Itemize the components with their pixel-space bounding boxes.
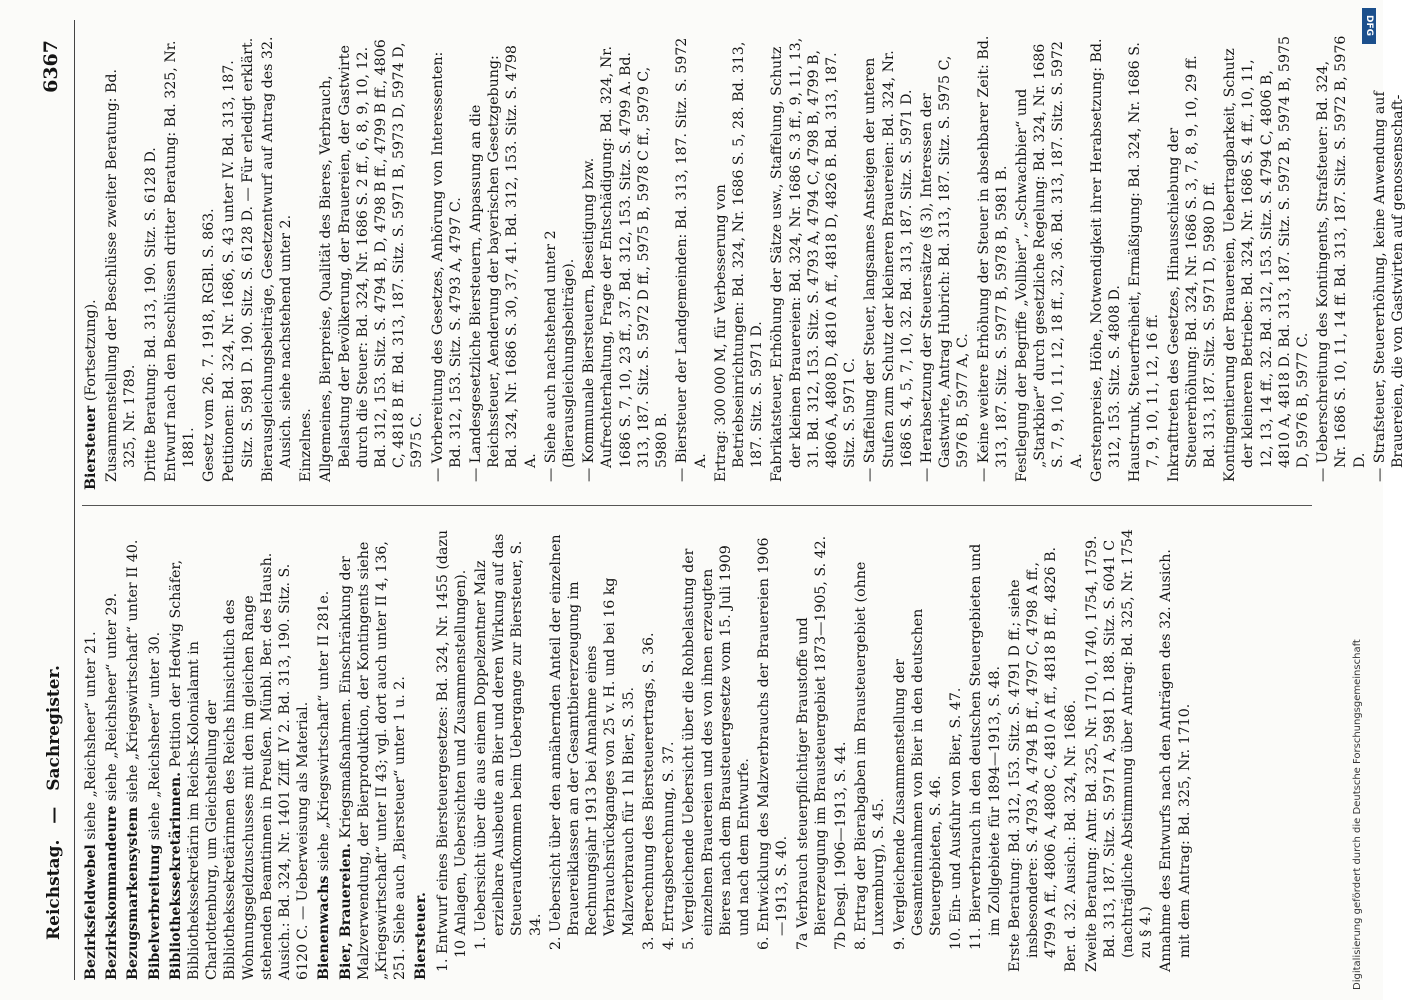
index-subentry-nested: 10. Ein- und Ausfuhr von Bier, S. 47. <box>948 687 965 950</box>
index-subentry: Zweite Beratung: Antr. Bd. 325, Nr. 1710, 1740, 1754, 1759. Bd. 313, 187. Sitz. S. 5971 A, 5981 D. 188. Sitz. S. 6041 C (nachträgliche Abstimmung über Antrag: Bd. 325, Nr. 1754 zu § 4.) <box>1083 529 1155 972</box>
index-subentry-nested: 1. Uebersicht über die aus einem Doppelzentner Malz erzielbare Ausbeute an Bier und deren Wirkung auf das Steueraufkommen beim Uebergange zur Biersteuer, S. 34. <box>473 533 544 950</box>
index-subentry: — Herabsetzung der Steuersätze (§ 3), Interessen der Gastwirte, Antrag Hubrich: Bd. 313, 187. Sitz. S. 5975 C, 5976 B, 5977 A, C. <box>918 55 972 482</box>
index-entry-text: Petition der Hedwig Schäfer, Bibliothekssekretärin im Reichs-Kolonialamt in Charlottenburg, um Gleichstellung der Bibliothekssekretärinnen des Reichs hinsichtlich des Wohnungsgeldzuschusses mit den im gleichen Range stehenden Beamtinnen in Preußen. Münbl. Ber. des Haush. Ausich.: Bd. 324, Nr. 1401 Ziff. IV 2. Bd. 313, 190. Sitz. S. 6120 C. — Ueberweisung als Material. <box>167 552 312 980</box>
dfg-logo: DFG <box>1362 8 1376 44</box>
index-subentry-nested: 9. Vergleichende Zusammenstellung der Gesamteinnahmen von Bier in den deutschen Steuergebieten, S. 46. <box>891 608 944 950</box>
left-column <box>82 525 1322 980</box>
page-header <box>40 20 74 980</box>
index-entry-head: Bezirkskommandeure <box>104 805 121 980</box>
index-entry-head: Bier, Brauereien. <box>337 843 354 980</box>
right-column <box>82 35 1407 490</box>
index-entry <box>412 525 430 980</box>
index-subentry: 1. Entwurf eines Biersteuergesetzes: Bd. 324, Nr. 1455 (dazu 10 Anlagen, Uebersichten und Zusammenstellungen). <box>434 529 469 972</box>
index-entry-text: Kriegsmaßnahmen. Einschränkung der Malzverwendung, der Bierproduktion, der Kontingents siehe „Kriegswirtschaft“ unter II 43; vgl. dort auch unter II 4, 136, 251. Siehe auch „Biersteuer“ unter 1 u. 2. <box>337 541 409 980</box>
index-entry-head: Bibliothekssekretärinnen. <box>167 771 184 980</box>
index-subentry: Inkrafttreten des Gesetzes, Hinausschiebung der Steuererhöhung: Bd. 324, Nr. 1686 S. 3, 7, 8, 9, 10, 29 ff. Bd. 313, 187. Sitz. S. 5971 D, 5980 D ff. <box>1165 55 1218 482</box>
index-subentry: Zusammenstellung der Beschlüsse zweiter Beratung: Bd. 325, Nr. 1789. <box>104 69 139 482</box>
index-entry-text: siehe „Reichsheer“ unter 21. <box>83 631 99 840</box>
index-subentry: Annahme des Entwurfs nach den Anträgen des 32. Ausich. mit dem Antrag: Bd. 325, Nr. 1710. <box>1158 549 1193 972</box>
header-dash: — <box>44 806 64 824</box>
index-subentry-nested: 7a Verbrauch steuerpflichtiger Braustoffe und Biererzeugung im Brausteuergebiet 1873—1905, S. 42. <box>794 535 829 950</box>
index-entry <box>103 525 121 980</box>
index-subentry: — Strafsteuer, Steuererhöhung, keine Anwendung auf Brauereien, die von Gastwirten auf genossenschaft- <box>1371 91 1407 482</box>
index-subentry-nested: 4. Ertragsberechnung, S. 37. <box>661 741 678 950</box>
index-subentry-nested: 5. Vergleichende Uebersicht über die Rohbelastung der einzelnen Brauereien und des von ihnen erzeugten Bieres nach dem Brausteuergesetze vom 15. Juli 1909 und nach dem Entwurfe. <box>681 545 752 950</box>
index-subentry: Erste Beratung: Bd. 312, 153. Sitz. S. 4791 D ff.; siehe insbesondere: S. 4793 A, 4794 B ff., 4797 C, 4798 A ff., 4799 A ff., 4806 A, 4808 C, 4810 A ff., 4818 B ff., 4826 B. <box>1006 546 1060 972</box>
index-subentry: Petitionen: Bd. 324, Nr. 1686, S. 43 unter IV. Bd. 313, 187. Sitz. S. 5981 D. 190. Sitz. S. 6128 D. — Für erledigt erklärt. <box>221 37 256 482</box>
index-subentry: Festlegung der Begriffe „Vollbier“, „Schwachbier“ und „Starkbier“ durch gesetzliche Regelung: Bd. 324, Nr. 1686 S. 7, 9, 10, 11, 12, 18 ff., 32, 36. Bd. 313, 187. Sitz. S. 5972 A. <box>1013 41 1085 482</box>
dfg-caption: Digitalisierung gefördert durch die Deutsche Forschungsgemeinschaft <box>1352 639 1363 990</box>
index-subentry-nested: 8. Ertrag der Bierabgaben im Brausteuergebiet (ohne Luxemburg), S. 45. <box>853 561 888 950</box>
index-entry-head: Biersteuer <box>83 405 99 490</box>
index-entry-head: Bienenwachs <box>316 875 333 980</box>
index-subentry: Einzelnes. <box>298 408 315 482</box>
index-entry-head: Biersteuer. <box>413 892 430 980</box>
index-subentry: Gerstenpreise, Höhe, Notwendigkeit ihrer Herabsetzung: Bd. 312, 153. Sitz. S. 4808 D. <box>1088 38 1123 482</box>
index-subentry: — Siehe auch nachstehend unter 2 (Bierausgleichungsbeiträge). <box>542 230 578 482</box>
index-subentry-nested: 7b Desgl. 1906—1913, S. 44. <box>832 741 849 950</box>
page-number: 6367 <box>40 40 62 93</box>
index-subentry: Kontingentierung der Brauereien, Uebertragbarkeit, Schutz der kleineren Betriebe: Bd. 324, Nr. 1686 S. 4 ff., 10, 11, 12, 13, 14 ff., 32. Bd. 312, 153. Sitz. S. 4794 C, 4806 B, 4810 A, 4818 D. Bd. 313, 187. Sitz. S. 5972 B, 5974 B, 5975 D, 5976 B, 5977 C. <box>1222 35 1311 482</box>
index-subentry: Haustrunk, Steuerfreiheit, Ermäßigung: Bd. 324, Nr. 1686 S. 7, 9, 10, 11, 12, 16 ff. <box>1127 42 1162 482</box>
index-subentry: Ber. d. 32. Ausich.: Bd. 324, Nr. 1686. <box>1063 699 1080 972</box>
index-entry-text: siehe „Kriegswirtschaft“ unter II 40. <box>125 539 142 803</box>
index-subentry: Gesetz vom 26. 7. 1918, RGBl. S. 863. <box>201 208 218 482</box>
index-entry-text: (Fortsetzung). <box>83 299 99 402</box>
index-subentry: Allgemeines, Bierpreise, Qualität des Bieres, Verbrauch, Belastung der Bevölkerung, der Brauereien, der Gastwirte durch die Steuer: Bd. 324, Nr. 1686 S. 2 ff., 6, 8, 9, 10, 12. Bd. 312, 153. Sitz. S. 4794 B, D, 4798 B ff., 4799 B ff., 4806 C, 4818 B ff. Bd. 313, 187. Sitz. S. 5971 B, 5973 D, 5974 D, 5975 C. <box>318 39 426 482</box>
index-entry <box>146 525 164 980</box>
index-subentry-nested: 2. Uebersicht über den annähernden Anteil der einzelnen Brauereiklassen an der Gesamtbiererzeugung im Rechnungsjahr 1913 bei Annahme eines Verbrauchsrückganges von 25 v. H. und bei 16 kg Malzverbrauch für 1 hl Bier, S. 35. <box>547 534 637 950</box>
index-subentry: — Kommunale Biersteuern, Beseitigung bzw. Aufrechterhaltung, Frage der Entschädigung: Bd. 324, Nr. 1686 S. 7, 10, 23 ff., 37. Bd. 312, 153. Sitz. S. 4799 A. Bd. 313, 187. Sitz. S. 5972 D ff., 5975 B, 5978 C ff., 5979 C, 5980 B. <box>581 46 671 482</box>
index-entry <box>337 525 410 980</box>
index-entry-text: siehe „Reichsheer“ unter 30. <box>146 631 163 841</box>
index-subentry: — Keine weitere Erhöhung der Steuer in absehbarer Zeit: Bd. 313, 187. Sitz. S. 5977 B, 5978 B, 5981 B. <box>975 35 1010 482</box>
header-left: Reichstag. <box>44 839 64 940</box>
index-subentry: Entwurf nach den Beschlüssen dritter Beratung: Bd. 325, Nr. 1881. <box>162 40 198 482</box>
index-subentry-nested: 3. Berechnung des Biersteuerertrags, S. 36. <box>640 632 657 950</box>
index-subentry-nested: 11. Bierverbrauch in den deutschen Steuergebieten und im Zollgebiete für 1894—1913, S. 48. <box>968 543 1003 950</box>
index-entry <box>315 525 333 980</box>
index-subentry: — Staffelung der Steuer, langsames Ansteigen der unteren Stufen zum Schutz der kleineren Brauereien: Bd. 324, Nr. 1686 S. 4, 5, 7, 10, 32. Bd. 313, 187. Sitz. S. 5971 D. <box>862 50 915 482</box>
index-subentry: Bierausgleichungsbeiträge, Gesetzentwurf auf Antrag des 32. Ausich. siehe nachstehend unter 2. <box>259 36 295 482</box>
index-entry-head: Bezugsmarkensystem <box>125 807 142 980</box>
index-subentry: Dritte Beratung: Bd. 313, 190. Sitz. S. 6128 D. <box>142 147 159 482</box>
index-subentry: — Landesgesetzliche Biersteuern, Anpassung an die Reichssteuer, Aenderung der bayerischen Gesetzgebung: Bd. 324, Nr. 1686 S. 30, 37, 41. Bd. 312, 153. Sitz. S. 4798 A. <box>468 45 539 482</box>
index-entry-head: Bibelverbreitung <box>146 844 163 980</box>
index-subentry-nested: 6. Entwicklung des Malzverbrauchs der Brauereien 1906—1913, S. 40. <box>756 537 791 950</box>
index-entry-head: Bezirksfeldwebel <box>83 844 99 980</box>
index-entry <box>167 525 313 980</box>
index-subentry: — Vorbereitung des Gesetzes, Anhörung von Interessenten: Bd. 312, 153. Sitz. S. 4793 A, 4797 C. <box>429 51 464 482</box>
index-subentry: — Biersteuer der Landgemeinden: Bd. 313, 187. Sitz. S. 5972 A. <box>674 37 709 482</box>
index-entry <box>124 525 142 980</box>
index-subentry: — Ueberschreitung des Kontingents, Strafsteuer: Bd. 324, Nr. 1686 S. 10, 11, 14 ff. Bd. 313, 187. Sitz. S. 5972 B, 5976 D. <box>1315 35 1368 482</box>
index-entry <box>82 35 100 490</box>
index-entry-text: siehe „Reichsheer“ unter 29. <box>104 592 121 802</box>
header-center: Sachregister. <box>44 665 64 791</box>
index-subentry: Ertrag: 300 000 M, für Verbesserung von Betriebseinrichtungen: Bd. 324, Nr. 1686 S. 5, 28. Bd. 313, 187. Sitz. S. 5971 D. <box>712 41 766 482</box>
index-entry <box>82 525 100 980</box>
header-rule <box>74 20 75 980</box>
index-entry-text: siehe „Kriegswirtschaft“ unter II 281e. <box>316 590 333 872</box>
index-subentry: Fabrikatsteuer, Erhöhung der Sätze usw., Staffelung, Schutz der kleinen Brauereien: Bd. 324, Nr. 1686 S. 3 ff., 9, 11, 13, 31. Bd. 312, 153. Sitz. S. 4793 A, 4794 C, 4798 B, 4799 B, 4806 A, 4808 D, 4810 A ff., 4818 D, 4826 B. Bd. 313, 187. Sitz. S. 5971 C. <box>769 37 859 482</box>
column-divider <box>82 505 1312 506</box>
